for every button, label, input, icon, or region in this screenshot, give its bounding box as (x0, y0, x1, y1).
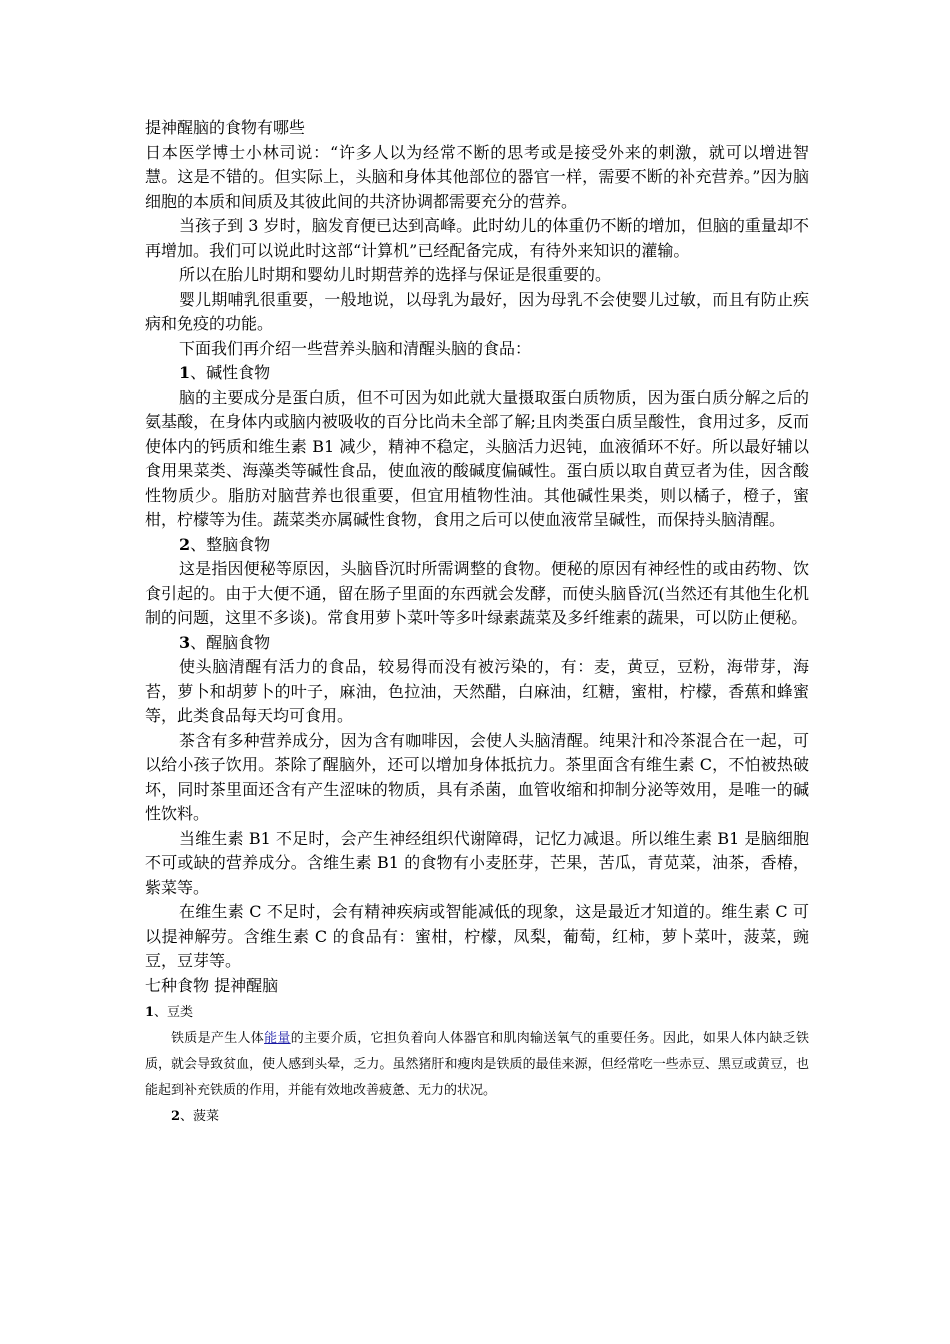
paragraph-refreshing-foods: 使头脑清醒有活力的食品，较易得而没有被污染的，有：麦，黄豆，豆粉，海带芽，海苔，萝卜和胡萝卜的叶子，麻油，色拉油，天然醋，白麻油，红糖，蜜柑，柠檬，香蕉和蜂蜜等，此类食品每天均可食用。 (145, 657, 809, 725)
paragraph-constipation: 这是指因便秘等原因，头脑昏沉时所需调整的食物。便秘的原因有神经性的或由药物、饮食引起的。由于大便不通，留在肠子里面的东西就会发酵，而使头脑昏沉(当然还有其他生化机制的问题，这里不多谈)。常食用萝卜菜叶等多叶绿素蔬菜及多纤维素的蔬果，可以防止便秘。 (145, 559, 809, 627)
paragraph-age-three: 当孩子到 3 岁时，脑发育便已达到高峰。此时幼儿的体重仍不断的增加，但脑的重量却不再增加。我们可以说此时这部“计算机”已经配备完成，有待外来知识的灌输。 (145, 216, 809, 260)
heading-alkaline-food: 1、碱性食物 (179, 363, 271, 382)
paragraph-intro-foods: 下面我们再介绍一些营养头脑和清醒头脑的食品： (179, 338, 532, 358)
paragraph-alkaline: 脑的主要成分是蛋白质，但不可因为如此就大量摄取蛋白质物质，因为蛋白质分解之后的氨基酸，在身体内或脑内被吸收的百分比尚未全部了解;且肉类蛋白质呈酸性，食用过多，反而使体内的钙质和维生素 B1 减少，精神不稳定，头脑活力迟钝，血液循环不好。所以最好辅以食用果菜类、海藻类等碱性食品，使血液的酸碱度偏碱性。蛋白质以取自黄豆者为佳，因含酸性物质少。脂肪对脑营养也很重要，但宜用植物性油。其他碱性果类，则以橘子，橙子，蜜柑，柠檬等为佳。蔬菜类亦属碱性食物，食用之后可以使血液常呈碱性，而保持头脑清醒。 (145, 387, 809, 529)
paragraph-vitamin-c: 在维生素 C 不足时，会有精神疾病或智能减低的现象，这是最近才知道的。维生素 C 可以提神解劳。含维生素 C 的食品有：蜜柑，柠檬，凤梨，葡萄，红柿，萝卜菜叶，菠菜，豌豆，豆芽等。 (145, 902, 809, 970)
heading-beans: 1、豆类 (145, 1005, 194, 1020)
paragraph-beans: 铁质是产生人体能量的主要介质，它担负着向人体器官和肌肉输送氧气的重要任务。因此，如果人体内缺乏铁质，就会导致贫血，使人感到头晕，乏力。虽然猪肝和瘦肉是铁质的最佳来源，但经常吃一些赤豆、黑豆或黄豆，也能起到补充铁质的作用，并能有效地改善疲惫、无力的状况。 (145, 1031, 809, 1098)
document-title: 提神醒脑的食物有哪些 (145, 118, 306, 137)
paragraph-breastfeeding: 婴儿期哺乳很重要，一般地说，以母乳为最好，因为母乳不会使婴儿过敏，而且有防止疾病和免疫的功能。 (145, 289, 809, 333)
paragraph-intro: 日本医学博士小林司说：“许多人以为经常不断的思考或是接受外来的刺激，就可以增进智慧。这是不错的。但实际上，头脑和身体其他部位的器官一样，需要不断的补充营养。”因为脑细胞的本质和间质及其彼此间的共济协调都需要充分的营养。 (145, 142, 809, 211)
energy-link[interactable]: 能量 (264, 1031, 291, 1046)
heading-brain-regulating-food: 2、整脑食物 (179, 534, 271, 554)
seven-foods-section (145, 1000, 809, 1130)
document-page (145, 116, 809, 1130)
heading-spinach: 2、菠菜 (171, 1109, 220, 1124)
paragraph-prenatal: 所以在胎儿时期和婴幼儿时期营养的选择与保证是很重要的。 (179, 265, 612, 284)
paragraph-tea: 茶含有多种营养成分，因为含有咖啡因，会使人头脑清醒。纯果汁和冷茶混合在一起，可以给小孩子饮用。茶除了醒脑外，还可以增加身体抵抗力。茶里面含有维生素 C，不怕被热破坏，同时茶里面还含有产生涩味的物质，具有杀菌，血管收缩和抑制分泌等效用，是唯一的碱性饮料。 (145, 730, 809, 823)
section-title-seven-foods: 七种食物 提神醒脑 (145, 975, 279, 995)
heading-brain-refreshing-food: 3、醒脑食物 (179, 632, 271, 652)
paragraph-vitamin-b1: 当维生素 B1 不足时，会产生神经组织代谢障碍，记忆力减退。所以维生素 B1 是脑细胞不可或缺的营养成分。含维生素 B1 的食物有小麦胚芽，芒果，苦瓜，青苋菜，油茶，香椿，紫菜等。 (145, 828, 809, 897)
